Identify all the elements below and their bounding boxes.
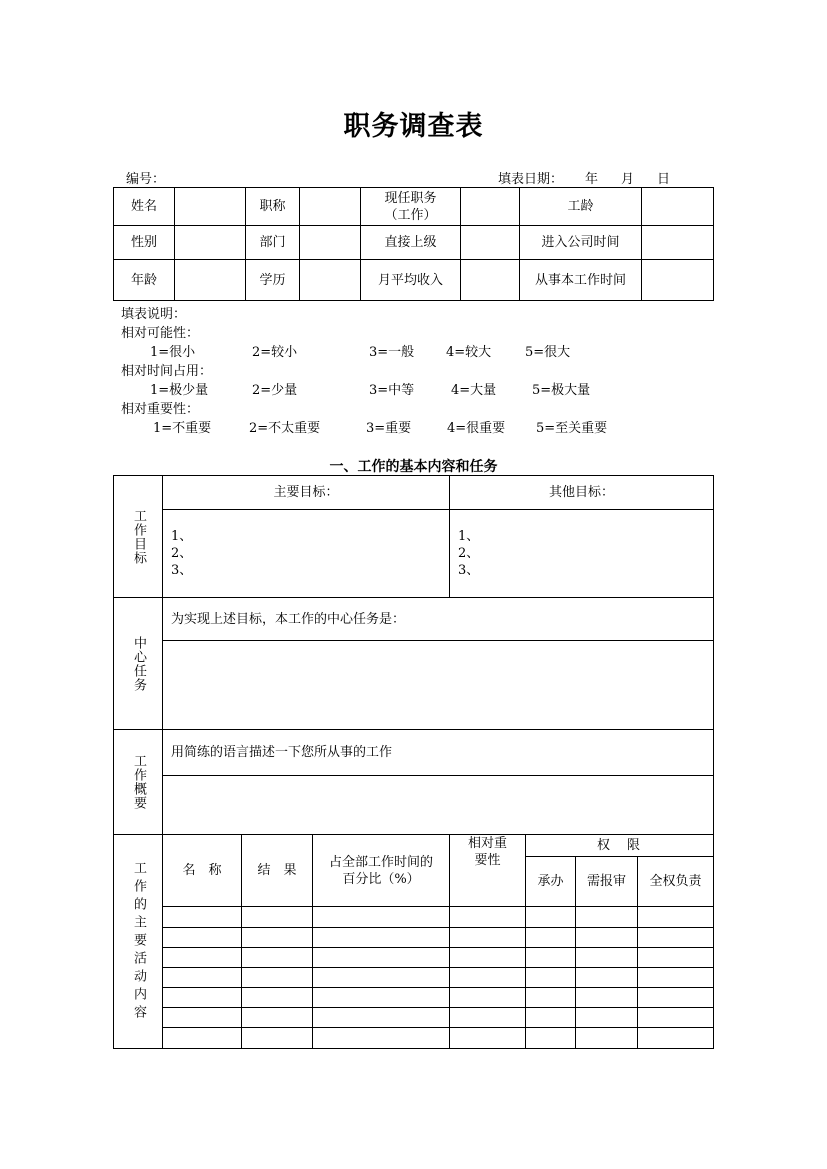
possibility-item: 3=一般 xyxy=(369,345,415,360)
time-item: 5=极大量 xyxy=(532,383,591,398)
title-label: 职称 xyxy=(246,188,300,226)
other-goal-field[interactable] xyxy=(450,510,714,598)
supervisor-label: 直接上级 xyxy=(361,226,461,260)
fill-date xyxy=(498,168,670,187)
main-goal-item: 1、 xyxy=(171,529,193,544)
center-task-field[interactable] xyxy=(163,641,714,730)
income-field[interactable] xyxy=(461,260,520,301)
center-task-label: 中心任务 xyxy=(131,635,146,692)
importance-label: 相对重要性： xyxy=(121,402,200,417)
table-row xyxy=(114,928,714,948)
gender-label: 性别 xyxy=(114,226,175,260)
seniority-label: 工龄 xyxy=(520,188,642,226)
time-item: 1=极少量 xyxy=(150,383,209,398)
center-task-prompt: 为实现上述目标，本工作的中心任务是： xyxy=(163,598,714,641)
goals-label: 工作目标 xyxy=(131,508,146,565)
time-item: 2=少量 xyxy=(252,383,298,398)
seniority-field[interactable] xyxy=(642,188,714,226)
importance-item: 2=不太重要 xyxy=(249,421,321,436)
main-goal-field[interactable] xyxy=(163,510,450,598)
other-goal-item: 3、 xyxy=(458,563,480,578)
age-label: 年龄 xyxy=(114,260,175,301)
position-label: 现任职务 （工作） xyxy=(361,188,461,226)
table-row xyxy=(114,907,714,928)
time-item: 3=中等 xyxy=(369,383,415,398)
other-goal-header: 其他目标： xyxy=(450,476,714,510)
join-time-label: 进入公司时间 xyxy=(520,226,642,260)
year-label: 年 xyxy=(585,172,599,187)
table-row xyxy=(114,968,714,988)
main-goal-item: 3、 xyxy=(171,563,193,578)
dept-label: 部门 xyxy=(246,226,300,260)
time-item: 4=大量 xyxy=(451,383,497,398)
table-row xyxy=(114,948,714,968)
main-goal-header: 主要目标： xyxy=(163,476,450,510)
importance-item: 5=至关重要 xyxy=(536,421,608,436)
center-task-label-cell xyxy=(114,598,163,730)
other-goal-item: 2、 xyxy=(458,546,480,561)
work-time-label: 从事本工作时间 xyxy=(520,260,642,301)
col-percent-header: 占全部工作时间的百分比（%） xyxy=(313,835,450,907)
possibility-item: 4=较大 xyxy=(446,345,492,360)
education-field[interactable] xyxy=(300,260,361,301)
income-label: 月平均收入 xyxy=(361,260,461,301)
importance-item: 1=不重要 xyxy=(153,421,212,436)
instructions-heading: 填表说明： xyxy=(121,307,187,322)
importance-item: 4=很重要 xyxy=(447,421,506,436)
col-importance-header: 相对重要性 xyxy=(450,835,526,907)
possibility-label: 相对可能性： xyxy=(121,326,200,341)
dept-field[interactable] xyxy=(300,226,361,260)
name-label: 姓名 xyxy=(114,188,175,226)
time-label: 相对时间占用： xyxy=(121,364,213,379)
education-label: 学历 xyxy=(246,260,300,301)
summary-label-cell xyxy=(114,730,163,835)
gender-field[interactable] xyxy=(175,226,246,260)
importance-item: 3=重要 xyxy=(366,421,412,436)
fill-instructions xyxy=(121,305,681,445)
main-goal-item: 2、 xyxy=(171,546,193,561)
possibility-item: 2=较小 xyxy=(252,345,298,360)
col-authority-header: 权 限 xyxy=(526,835,714,857)
summary-label: 工作概要 xyxy=(131,754,146,810)
month-label: 月 xyxy=(621,172,635,187)
day-label: 日 xyxy=(657,172,671,187)
goals-label-cell xyxy=(114,476,163,598)
title-field[interactable] xyxy=(300,188,361,226)
col-full-header: 全权负责 xyxy=(638,857,714,907)
table-row xyxy=(114,988,714,1008)
possibility-item: 1=很小 xyxy=(150,345,196,360)
fill-date-label: 填表日期： xyxy=(498,172,564,187)
personal-info-table xyxy=(113,187,714,301)
other-goal-item: 1、 xyxy=(458,529,480,544)
activities-label-cell xyxy=(114,835,163,1049)
page-title: 职务调查表 xyxy=(343,111,484,142)
position-field[interactable] xyxy=(461,188,520,226)
summary-field[interactable] xyxy=(163,776,714,835)
table-row xyxy=(114,1028,714,1049)
col-name-header: 名 称 xyxy=(163,835,242,907)
join-time-field[interactable] xyxy=(642,226,714,260)
job-content-table xyxy=(113,475,714,1049)
age-field[interactable] xyxy=(175,260,246,301)
possibility-item: 5=很大 xyxy=(525,345,571,360)
serial-number-label: 编号： xyxy=(126,172,166,187)
activities-label: 工作的主要活动内容 xyxy=(131,860,146,1023)
name-field[interactable] xyxy=(175,188,246,226)
col-report-header: 需报审 xyxy=(576,857,638,907)
table-row xyxy=(114,1008,714,1028)
col-result-header: 结 果 xyxy=(242,835,313,907)
summary-prompt: 用简练的语言描述一下您所从事的工作 xyxy=(163,730,714,776)
section-title: 一、工作的基本内容和任务 xyxy=(329,459,498,475)
col-undertake-header: 承办 xyxy=(526,857,576,907)
supervisor-field[interactable] xyxy=(461,226,520,260)
work-time-field[interactable] xyxy=(642,260,714,301)
